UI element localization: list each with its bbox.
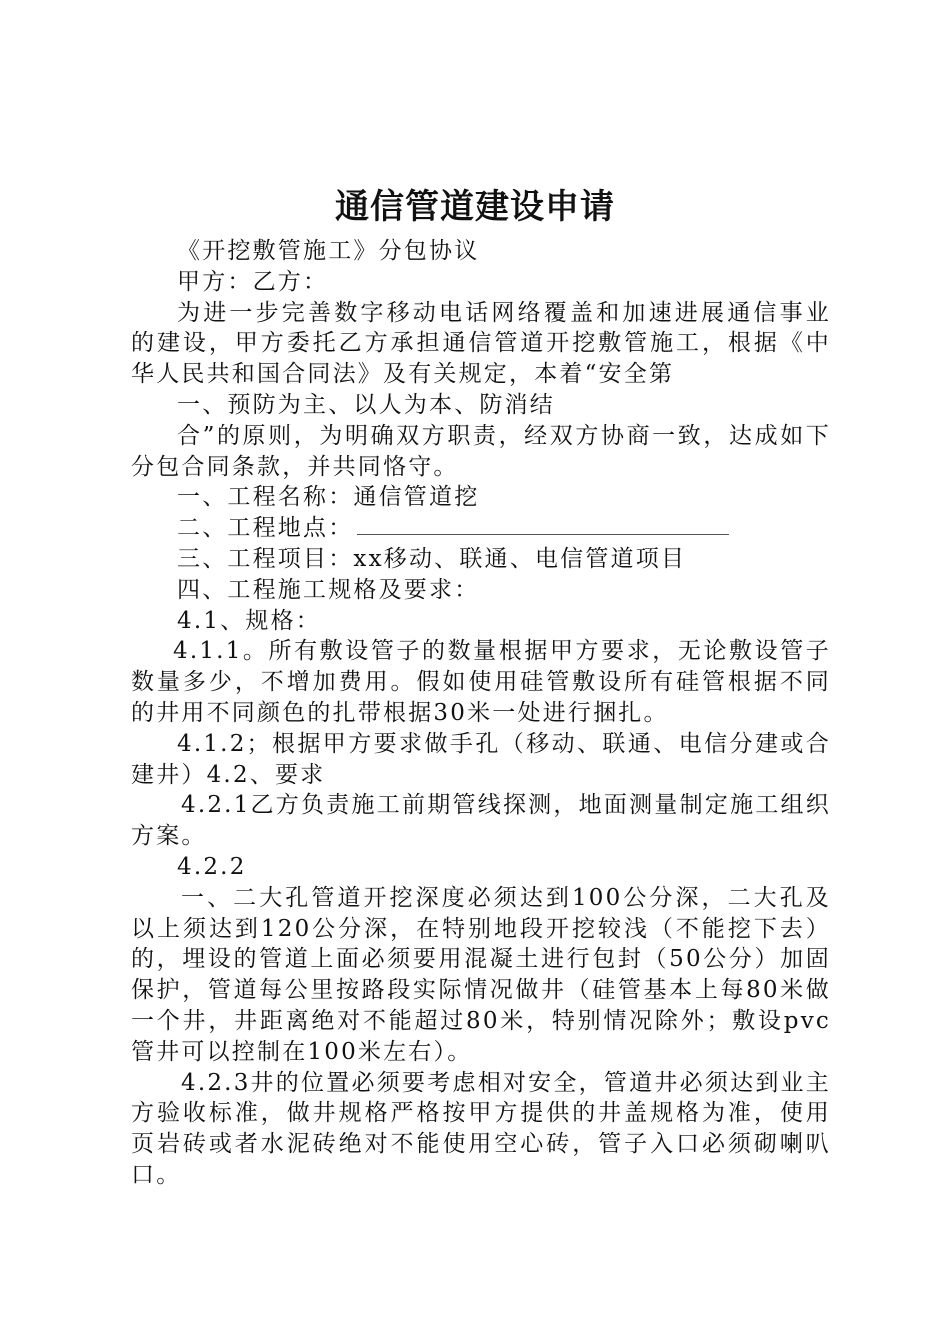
- paragraph-parties: 甲方：乙方：: [177, 268, 329, 295]
- document-title: 通信管道建设申请: [335, 187, 615, 227]
- paragraph-project-location: [131, 513, 831, 544]
- paragraph-agreement-title: 《开挖敷管施工》分包协议: [177, 238, 480, 264]
- paragraph-4-2-3: 4.2.3井的位置必须要考虑相对安全，管道井必须达到业主方验收标准，做井规格严格按甲方提供的井盖规格为准，使用页岩砖或者水泥砖绝对不能使用空心砖，管子入口必须砌喇叭口。: [131, 1069, 831, 1188]
- project-location-label: 二、工程地点：: [177, 515, 354, 542]
- blank-underline: [357, 516, 729, 535]
- paragraph-4-2-2-heading: 4.2.2: [177, 853, 247, 880]
- document-body: [131, 236, 831, 1191]
- paragraph-4-1: 4.1、规格：: [177, 607, 321, 634]
- paragraph-principle-1: 一、预防为主、以人为本、防消结: [177, 391, 555, 418]
- paragraph-4-1-1: 4.1.1。所有敷设管子的数量根据甲方要求，无论敷设管子数量多少，不增加费用。假如使用硅管敷设所有硅管根据不同的井用不同颜色的扎带根据30米一处进行捆扎。: [131, 638, 831, 726]
- paragraph-4-2-2-body: 一、二大孔管道开挖深度必须达到100公分深，二大孔及以上须达到120公分深，在特别地段开挖较浅（不能挖下去）的，埋设的管道上面必须要用混凝土进行包封（50公分）加固保护，管道每公里按路段实际情况做井（硅管基本上每80米做一个井，井距离绝对不能超过80米，特别情况除外；敷设pvc管井可以控制在100米左右）。: [131, 884, 831, 1065]
- paragraph-4-1-2: 4.1.2；根据甲方要求做手孔（移动、联通、电信分建或合建井）4.2、要求: [131, 730, 831, 788]
- paragraph-preamble: 为进一步完善数字移动电话网络覆盖和加速进展通信事业的建设，甲方委托乙方承担通信管道开挖敷管施工，根据《中华人民共和国合同法》及有关规定，本着“安全第: [131, 299, 831, 388]
- paragraph-principle-2: 合”的原则，为明确双方职责，经双方协商一致，达成如下分包合同条款，并共同恪守。: [131, 422, 831, 480]
- paragraph-4-2-1: 4.2.1乙方负责施工前期管线探测，地面测量制定施工组织方案。: [131, 792, 831, 850]
- paragraph-spec-heading: 四、工程施工规格及要求：: [177, 576, 480, 603]
- paragraph-project-item: 三、工程项目：xx移动、联通、电信管道项目: [177, 545, 687, 572]
- paragraph-project-name: 一、工程名称：通信管道挖: [177, 484, 480, 511]
